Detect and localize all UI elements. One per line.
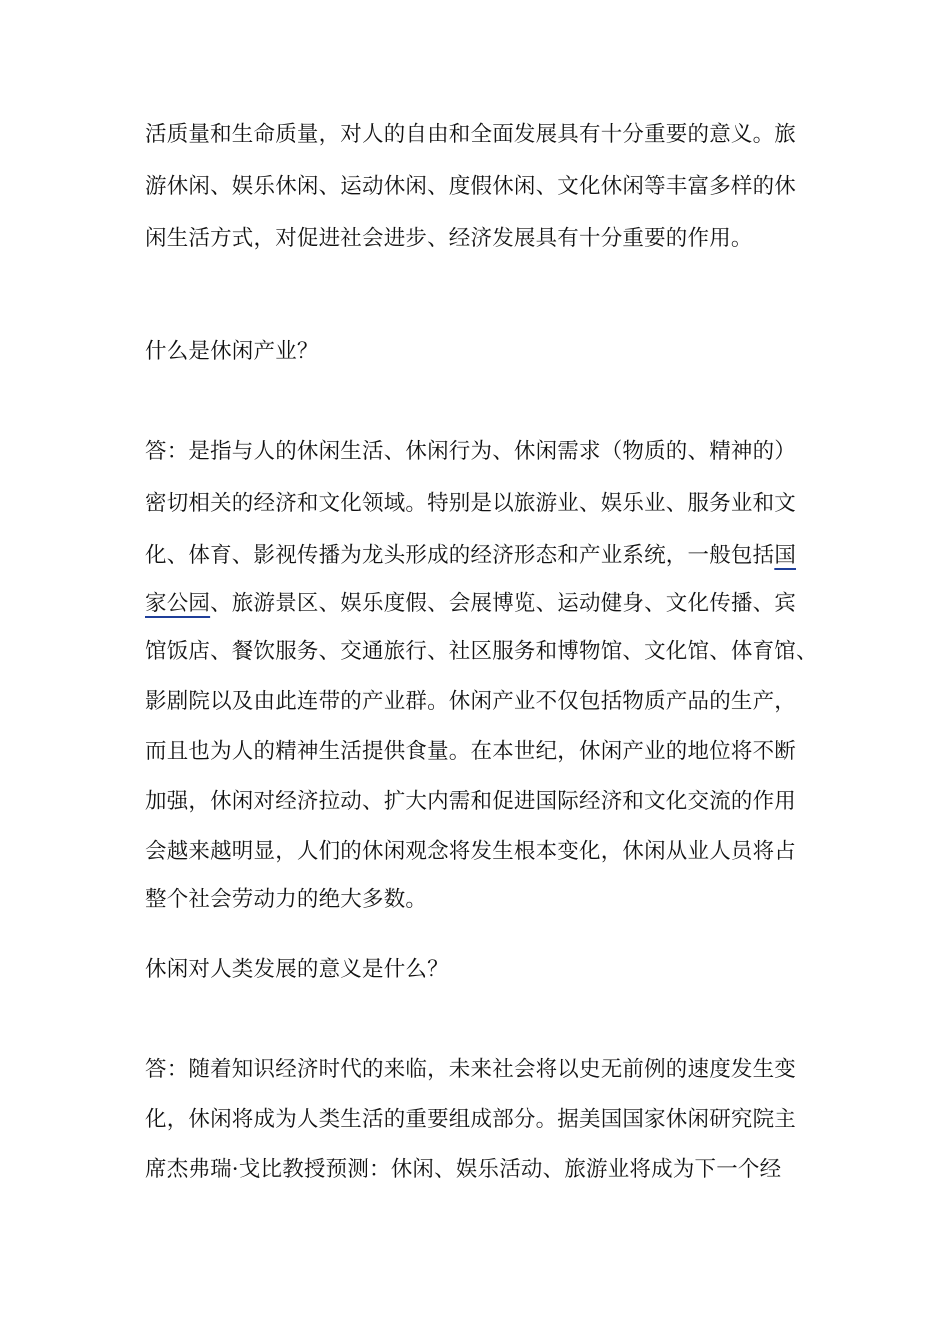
answer-line: 而且也为人的精神生活提供食量。在本世纪，休闲产业的地位将不断 [145,739,797,764]
national-park-link-continued[interactable]: 家公园 [145,591,211,616]
answer-line: 馆饭店、餐饮服务、交通旅行、社区服务和博物馆、文化馆、体育馆、 [145,639,818,664]
national-park-link[interactable]: 国 [774,543,797,568]
answer-text: 、旅游景区、娱乐度假、会展博览、运动健身、文化传播、宾 [210,591,797,616]
answer-line: 会越来越明显，人们的休闲观念将发生根本变化，休闲从业人员将占 [145,839,797,864]
answer-line: 化，休闲将成为人类生活的重要组成部分。据美国国家休闲研究院主 [145,1107,797,1132]
answer-line: 影剧院以及由此连带的产业群。休闲产业不仅包括物质产品的生产， [145,689,797,714]
answer-text: 化、体育、影视传播为龙头形成的经济形态和产业系统，一般包括 [145,543,775,568]
answer-line: 加强，休闲对经济拉动、扩大内需和促进国际经济和文化交流的作用 [145,789,797,814]
paragraph-line: 活质量和生命质量，对人的自由和全面发展具有十分重要的意义。旅 [145,122,797,147]
question-heading: 休闲对人类发展的意义是什么？ [145,957,449,982]
answer-line [145,589,825,619]
paragraph-line: 游休闲、娱乐休闲、运动休闲、度假休闲、文化休闲等丰富多样的休 [145,174,797,199]
answer-line: 答：随着知识经济时代的来临，未来社会将以史无前例的速度发生变 [145,1057,797,1082]
question-heading: 什么是休闲产业？ [145,339,319,364]
answer-line: 席杰弗瑞·戈比教授预测：休闲、娱乐活动、旅游业将成为下一个经 [145,1157,782,1182]
answer-line: 整个社会劳动力的绝大多数。 [145,887,428,912]
paragraph-line: 闲生活方式，对促进社会进步、经济发展具有十分重要的作用。 [145,226,753,251]
answer-line: 答：是指与人的休闲生活、休闲行为、休闲需求（物质的、精神的） [145,439,797,464]
answer-line [145,541,825,571]
answer-line: 密切相关的经济和文化领域。特别是以旅游业、娱乐业、服务业和文 [145,491,797,516]
